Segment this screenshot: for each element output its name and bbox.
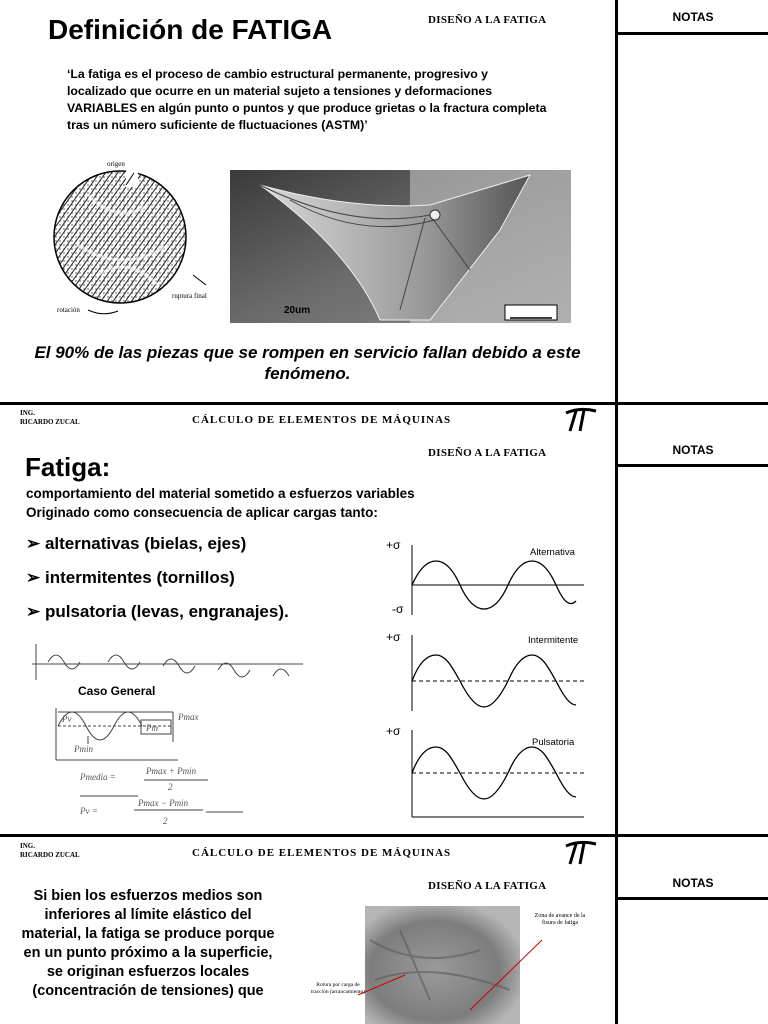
- slide2-title: Fatiga:: [25, 452, 111, 482]
- graph-label-pulsatoria: Pulsatoria: [532, 737, 575, 748]
- slide-divider-1: [0, 402, 768, 405]
- graph-label-alternativa: Alternativa: [530, 547, 575, 558]
- slide2-header-tag: DISEÑO A LA FATIGA: [428, 447, 547, 459]
- rotation-label: rotación: [57, 306, 80, 314]
- caso-general-label: Caso General: [78, 684, 156, 698]
- plus-sigma-label: +σ: [386, 538, 401, 552]
- hand-pv-formula: Pv =: [80, 806, 98, 816]
- notes-line-3: [618, 897, 768, 900]
- bullet-text: alternativas (bielas, ejes): [44, 534, 247, 553]
- hand-sum: Pmax + Pmin: [146, 766, 197, 776]
- notes-line-1: [618, 32, 768, 35]
- origin-label: origen: [107, 160, 125, 168]
- hand-pv: Pv: [62, 714, 72, 724]
- notes-line-2: [618, 464, 768, 467]
- slide1-header-tag: DISEÑO A LA FATIGA: [428, 14, 547, 26]
- hand-pm: Pm: [146, 723, 158, 733]
- bullet-item: ➢ pulsatoria (levas, engranajes).: [26, 602, 289, 621]
- notes-label: NOTAS: [672, 443, 714, 457]
- hand-pmax: Pmax: [178, 712, 199, 722]
- author-title: ING.: [20, 409, 35, 417]
- final-rupture-label: ruptura final: [172, 292, 207, 300]
- graph-label-intermitente: Intermitente: [528, 635, 579, 646]
- fatigue-zone-label: Zona de avance de la fisura de fatiga: [534, 913, 586, 926]
- hand-diff: Pmax − Pmin: [138, 798, 189, 808]
- author-block: [20, 842, 80, 860]
- hand-pmedia: Pmedia =: [80, 772, 116, 782]
- slide1-conclusion: El 90% de las piezas que se rompen en servicio fallan debido a este fenómeno.: [34, 343, 581, 383]
- bullet-text: pulsatoria (levas, engranajes).: [44, 602, 289, 621]
- course-title: CÁLCULO DE ELEMENTOS DE MÁQUINAS: [192, 414, 452, 426]
- slide1-title: Definición de FATIGA: [48, 14, 333, 45]
- hand-pmin: Pmin: [74, 744, 93, 754]
- author-block: [20, 409, 80, 427]
- fatigue-definition-quote: ‘La fatiga es el proceso de cambio estructural permanente, progresivo y localizado que ocurre en un material sujeto a tensiones y deformaciones VARIABLES en algún punto o puntos y que produce grietas o la fractura completa tras un número suficiente de fluctuaciones (ASTM)’: [67, 67, 547, 132]
- bullet-item: ➢ intermitentes (tornillos): [26, 568, 235, 587]
- hand-two-1: 2: [168, 782, 173, 792]
- bullet-text: intermitentes (tornillos): [44, 568, 235, 587]
- stress-waveform-graphs: [384, 535, 594, 825]
- author-name: RICARDO ZUCAL: [20, 418, 80, 426]
- slide2-subtitle-2: Originado como consecuencia de aplicar cargas tanto:: [26, 505, 378, 520]
- slide3-header-tag: DISEÑO A LA FATIGA: [428, 880, 547, 892]
- minus-sigma-label: -σ: [392, 602, 404, 616]
- handwritten-caso-general-sketch: [28, 640, 318, 830]
- plus-sigma-label: +σ: [386, 724, 401, 738]
- notes-label: NOTAS: [672, 10, 714, 24]
- sem-micrograph: [230, 170, 571, 323]
- tension-rupture-label: Rotura por carga de tracción (arrancamiento): [310, 982, 366, 995]
- plus-sigma-label: +σ: [386, 630, 401, 644]
- final-arrow: [193, 275, 206, 285]
- slide2-subtitle-1: comportamiento del material sometido a esfuerzos variables: [26, 486, 415, 501]
- author-title: ING.: [20, 842, 35, 850]
- author-name: RICARDO ZUCAL: [20, 851, 80, 859]
- scale-bar-label: 20um: [284, 305, 311, 316]
- university-logo-icon: [562, 405, 600, 433]
- course-title: CÁLCULO DE ELEMENTOS DE MÁQUINAS: [192, 847, 452, 859]
- notes-label: NOTAS: [672, 876, 714, 890]
- hand-two-2: 2: [163, 816, 168, 826]
- bullet-item: ➢ alternativas (bielas, ejes): [26, 534, 247, 553]
- university-logo-icon: [562, 838, 600, 866]
- notes-column-divider: [615, 0, 618, 1024]
- slide-divider-2: [0, 834, 768, 837]
- slide3-body-text: Si bien los esfuerzos medios son inferiores al límite elástico del material, la fatiga se produce porque en un punto próximo a la superficie, se originan esfuerzos locales (concentración de tensiones) que: [21, 888, 275, 999]
